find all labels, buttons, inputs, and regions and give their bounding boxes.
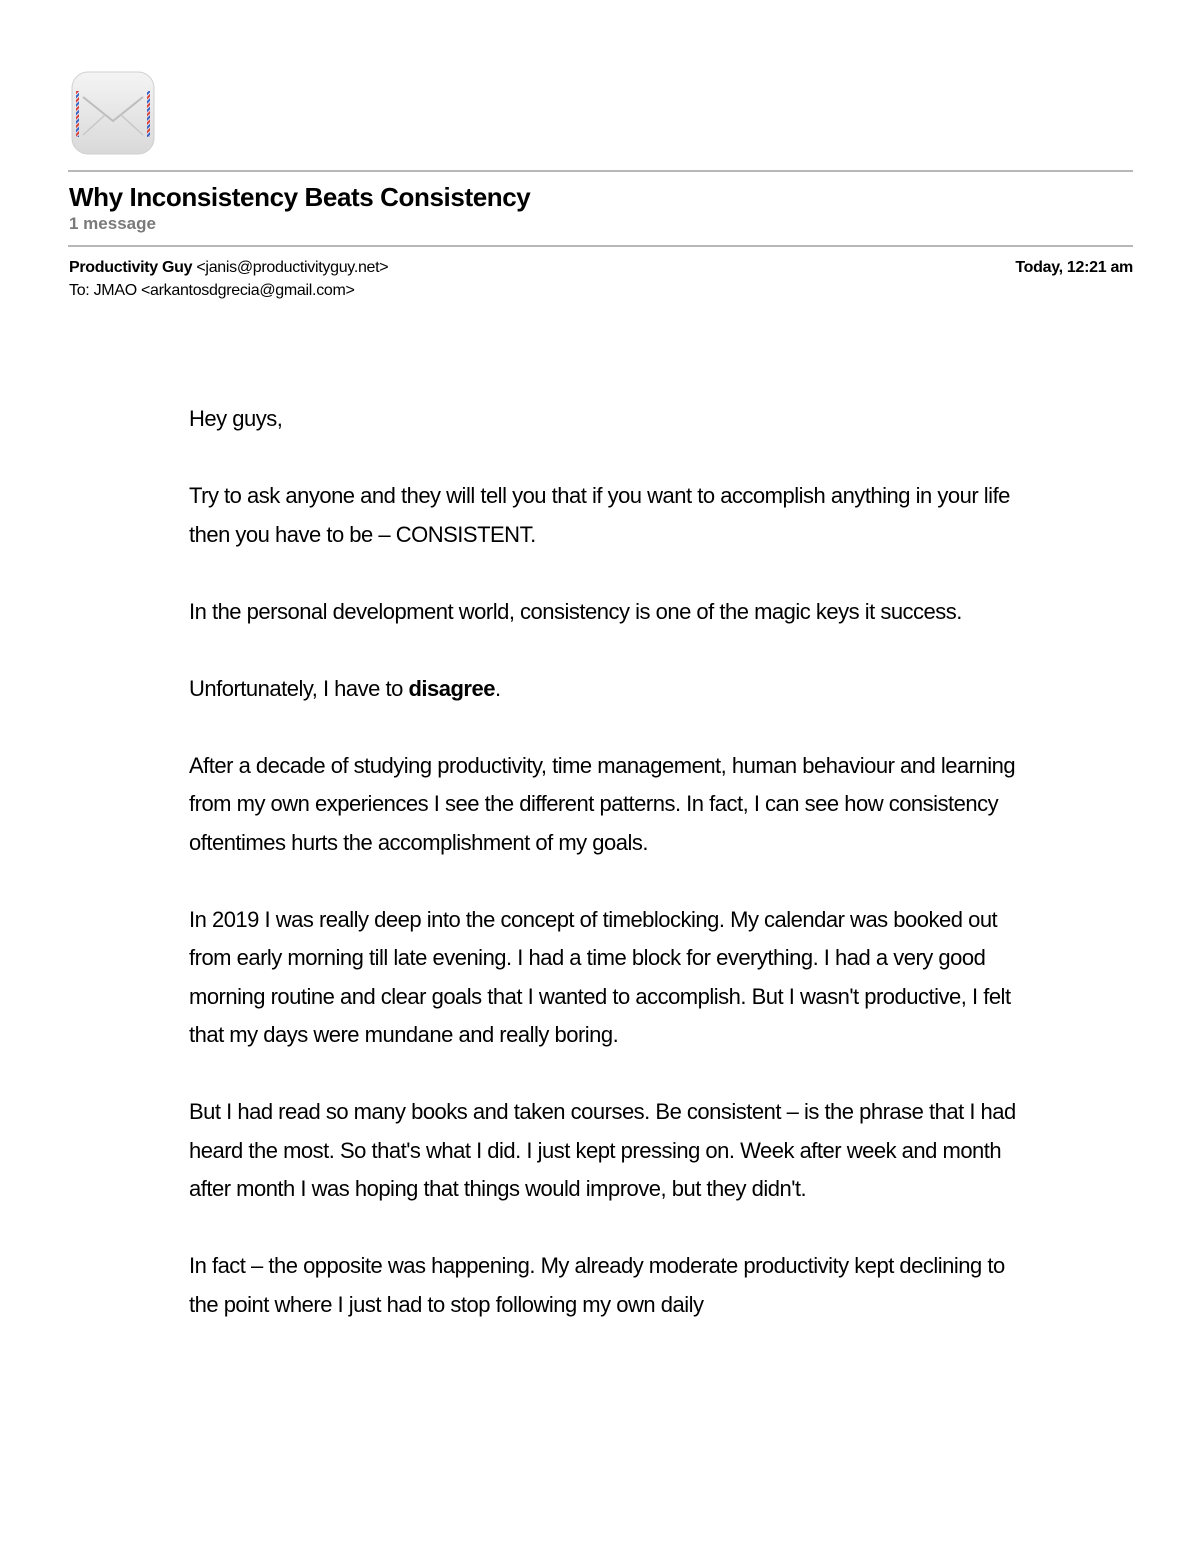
sender-line — [69, 259, 388, 277]
paragraph-2: In the personal development world, consistency is one of the magic keys it success. — [189, 598, 962, 624]
sender-email[interactable]: <janis@productivityguy.net> — [196, 259, 389, 276]
paragraph-3 — [189, 670, 1019, 709]
mail-envelope-icon — [71, 71, 155, 155]
paragraph-1: Try to ask anyone and they will tell you that if you want to accomplish anything in your life then you have to be – CONSISTENT. — [189, 483, 1010, 547]
bold-disagree: disagree — [408, 675, 495, 701]
paragraph-5: In 2019 I was really deep into the concept of timeblocking. My calendar was booked out from early morning till late evening. I had a time block for everything. I had a very good morning routine and clear goals that I wanted to accomplish. But I wasn't productive, I felt that my days were mundane and really boring. — [189, 906, 1011, 1047]
paragraph-3-text: Unfortunately, I have to — [189, 675, 409, 701]
greeting: Hey guys, — [189, 406, 283, 431]
email-subject: Why Inconsistency Beats Consistency — [69, 182, 531, 212]
message-count: 1 message — [69, 214, 156, 233]
paragraph-4: After a decade of studying productivity, time management, human behaviour and learning from my own experiences I see the different patterns. In fact, I can see how consistency oftentimes hurts the accomplishment of my goals. — [189, 752, 1016, 855]
paragraph-7: In fact – the opposite was happening. My already moderate productivity kept declining to the point where I just had to stop following my own daily — [189, 1253, 1005, 1317]
email-date: Today, 12:21 am — [1015, 259, 1133, 276]
header-divider-top — [68, 170, 1133, 172]
header-divider — [68, 245, 1133, 247]
recipient-line: To: JMAO <arkantosdgrecia@gmail.com> — [69, 282, 355, 299]
paragraph-3-end: . — [494, 675, 501, 701]
paragraph-6: But I had read so many books and taken courses. Be consistent – is the phrase that I had heard the most. So that's what I did. I just kept pressing on. Week after week and month after month I was hoping that things would improve, but they didn't. — [189, 1099, 1016, 1201]
sender-name: Productivity Guy — [69, 259, 193, 276]
email-body — [189, 400, 1019, 1324]
